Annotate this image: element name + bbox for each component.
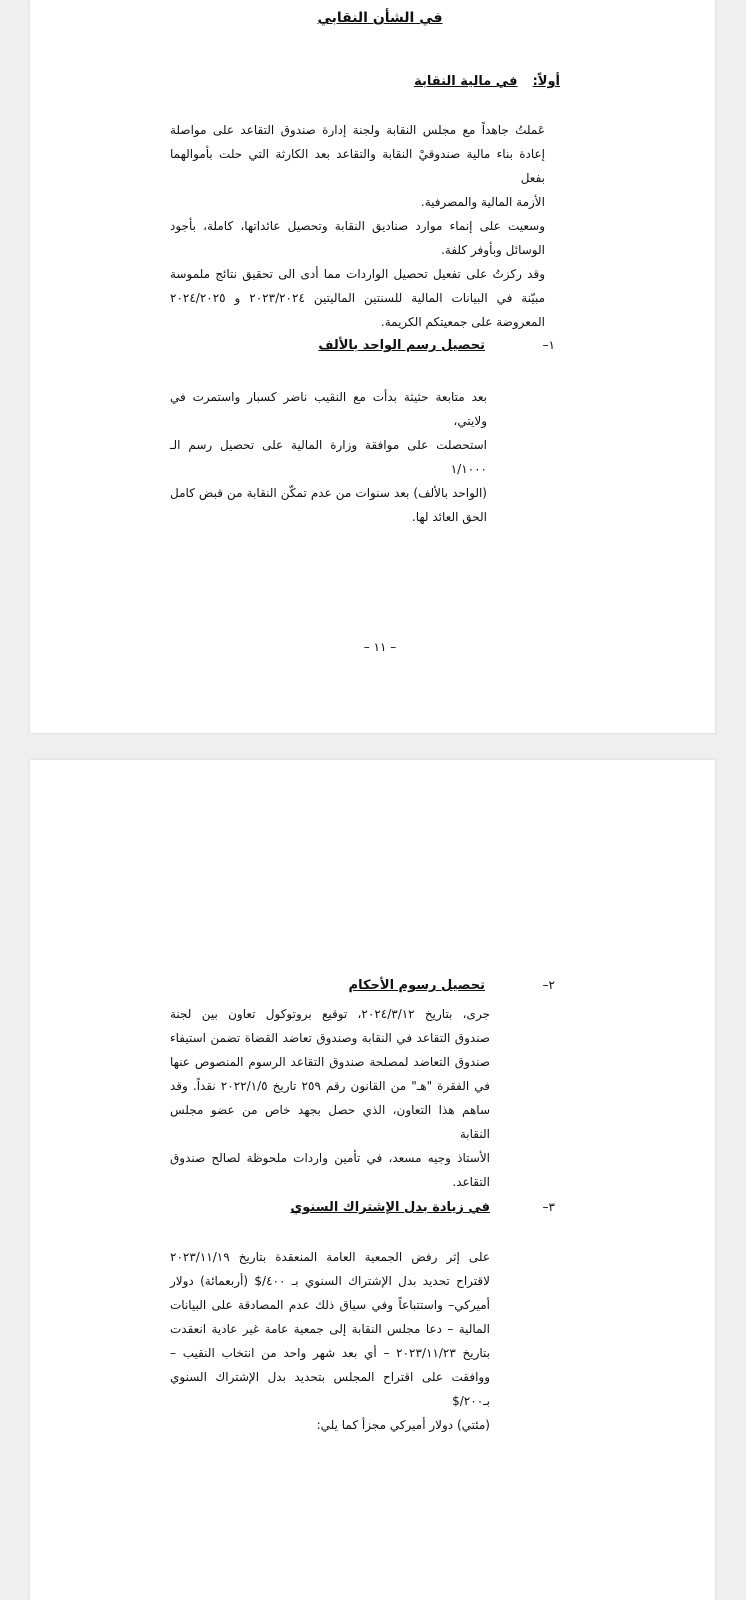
text-line: الأستاذ وجيه مسعد، في تأمين واردات ملحوظة لصالح صندوق — [170, 1151, 490, 1165]
item-title: تحصيل رسوم الأحكام — [348, 978, 485, 993]
item1-paragraph — [170, 385, 487, 529]
text-line: وسعيت على إنماء موارد صناديق النقابة وتحصيل عائداتها، كاملة، بأجود — [170, 219, 545, 233]
item-number: ٢– — [542, 978, 555, 992]
text-line: جرى، بتاريخ ٢٠٢٤/٣/١٢، توقيع بروتوكول تعاون بين لجنة — [170, 1007, 490, 1021]
item-title: في زيادة بدل الإشتراك السنوي — [290, 1200, 490, 1215]
text-line: المعروضة على جمعيتكم الكريمة. — [380, 315, 545, 329]
page-number: – ١١ – — [363, 640, 397, 654]
item-number: ٣– — [542, 1200, 555, 1214]
document-page-1 — [30, 0, 715, 733]
text-line: لاقتراح تحديد بدل الإشتراك السنوي بـ ٤٠٠/$ (أربعمائة) دولار — [170, 1274, 490, 1288]
text-line: أميركي– واستتباعاً وفي سياق ذلك عدم المصادقة على البيانات — [170, 1298, 490, 1312]
text-line: التقاعد. — [452, 1175, 490, 1189]
page-title: في الشأن النقابي — [317, 10, 443, 26]
item2-paragraph — [170, 1002, 490, 1194]
text-line: (الواحد بالألف) بعد سنوات من عدم تمكّن النقابة من قبض كامل — [170, 486, 487, 500]
section-marker: أولاً: — [532, 74, 560, 89]
text-line: الوسائل وبأوفر كلفة. — [441, 243, 545, 257]
text-line: وقد ركزتُ على تفعيل تحصيل الواردات مما أدى الى تحقيق نتائج ملموسة — [170, 267, 545, 281]
text-line: الأزمة المالية والمصرفية. — [420, 195, 545, 209]
text-line: مبيّنة في البيانات المالية للسنتين الماليتين ٢٠٢٣/٢٠٢٤ و ٢٠٢٤/٢٠٢٥ — [170, 291, 545, 305]
section-heading — [410, 70, 560, 89]
text-line: (مئتي) دولار أميركي مجزأ كما يلي: — [316, 1418, 490, 1432]
text-line: ووافقت على اقتراح المجلس بتحديد بدل الإشتراك السنوي بـ٢٠٠/$ — [170, 1370, 490, 1408]
text-line: عَملتُ جاهداً مع مجلس النقابة ولجنة إدارة صندوق التقاعد على مواصلة — [170, 123, 545, 137]
text-line: صندوق التقاعد في النقابة وصندوق تعاضد القضاة تضمن استيفاء — [170, 1031, 490, 1045]
text-line: على إثر رفض الجمعية العامة المنعقدة بتاريخ ٢٠٢٣/١١/١٩ — [170, 1250, 490, 1264]
text-line: ساهم هذا التعاون، الذي حصل بجهد خاص من عضو مجلس النقابة — [170, 1103, 490, 1141]
intro-paragraph — [170, 118, 545, 334]
text-line: المالية – دعا مجلس النقابة إلى جمعية عامة غير عادية انعقدت — [170, 1322, 490, 1336]
document-page-2 — [30, 760, 715, 1600]
text-line: إعادة بناء مالية صندوقيْ النقابة والتقاعد بعد الكارثة التي حلت بأموالهما بفعل — [170, 147, 545, 185]
section-title: في مالية النقابة — [414, 74, 518, 89]
text-line: بعد متابعة حثيثة بدأت مع النقيب ناضر كسبار واستمرت في ولايتي، — [170, 390, 487, 428]
text-line: استحصلت على موافقة وزارة المالية على تحصيل رسم الـ ١/١٠٠٠ — [170, 438, 487, 476]
item3-paragraph — [170, 1245, 490, 1437]
item-title: تحصيل رسم الواحد بالألف — [318, 338, 485, 353]
item-number: ١– — [542, 338, 555, 352]
text-line: صندوق التعاضد لمصلحة صندوق التقاعد الرسوم المنصوص عنها — [170, 1055, 490, 1069]
text-line: الحق العائد لها. — [411, 510, 487, 524]
text-line: بتاريخ ٢٠٢٣/١١/٢٣ – أي بعد شهر واحد من انتخاب النقيب – — [170, 1346, 490, 1360]
text-line: في الفقرة "هـ" من القانون رقم ٢٥٩ تاريخ ٢٠٢٢/١/٥ نقداً. وقد — [170, 1079, 490, 1093]
